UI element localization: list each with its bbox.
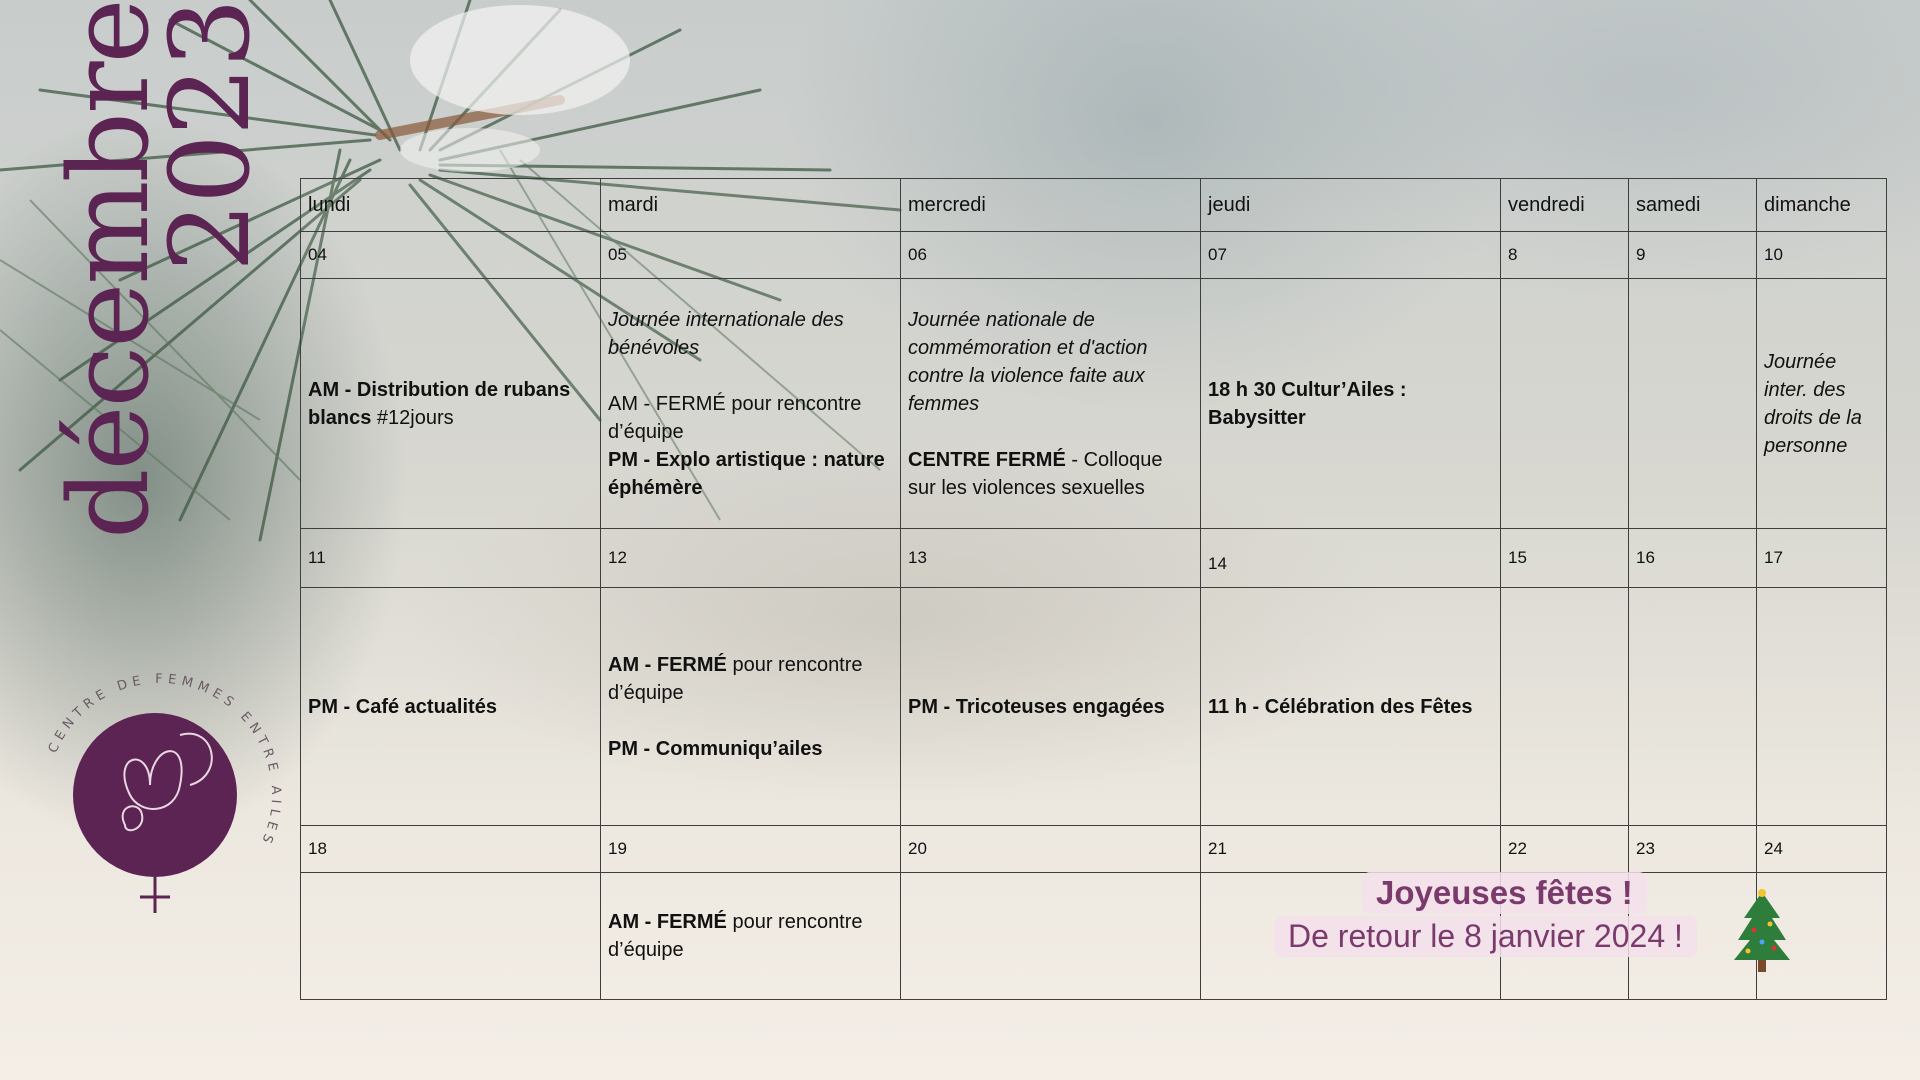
- event-cell-mon: [301, 588, 601, 826]
- event-note: pour rencontre d’équipe: [608, 911, 863, 961]
- date-cell: 8: [1501, 232, 1629, 279]
- date-row: [301, 529, 1887, 588]
- date-cell: 10: [1757, 232, 1887, 279]
- event-title: PM - Explo artistique : nature éphémère: [608, 448, 885, 499]
- event-note: pour rencontre d’équipe: [608, 653, 863, 704]
- day-header-row: [301, 179, 1887, 232]
- title-month: décembre: [44, 0, 173, 539]
- date-cell: 20: [901, 826, 1201, 873]
- event-cell-thu: [1201, 279, 1501, 529]
- event-observance: Journée internationale des bénévoles: [608, 308, 844, 359]
- date-cell: 12: [601, 529, 901, 588]
- date-cell: 15: [1501, 529, 1629, 588]
- event-cell-wed: [901, 588, 1201, 826]
- event-title: 18 h 30 Cultur’Ailes : Babysitter: [1208, 378, 1407, 429]
- date-cell: 07: [1201, 232, 1501, 279]
- event-cell-tue: [601, 873, 901, 1000]
- calendar-title: [35, 0, 285, 600]
- date-cell: 21: [1201, 826, 1501, 873]
- day-header-friday: vendredi: [1501, 179, 1629, 232]
- event-cell-wed: [901, 279, 1201, 529]
- day-header-thursday: jeudi: [1201, 179, 1501, 232]
- event-note: AM - FERMÉ pour rencontre d’équipe: [608, 392, 862, 443]
- date-cell: 14: [1201, 529, 1501, 588]
- date-cell: 24: [1757, 826, 1887, 873]
- event-cell-mon: [301, 873, 601, 1000]
- date-cell: 23: [1629, 826, 1757, 873]
- event-title: PM - Tricoteuses engagées: [908, 695, 1165, 718]
- event-cell-fri: [1501, 279, 1629, 529]
- event-cell-tue: [601, 588, 901, 826]
- event-cell-sun: [1757, 279, 1887, 529]
- event-title: AM - FERMÉ: [608, 653, 727, 676]
- event-observance: Journée nationale de commémoration et d'action contre la violence faite aux femmes: [908, 308, 1148, 415]
- date-cell: 22: [1501, 826, 1629, 873]
- title-year: 2023: [146, 0, 274, 272]
- holiday-greeting: [1270, 868, 1790, 978]
- event-cell-sat: [1629, 588, 1757, 826]
- event-cell-tue: [601, 279, 901, 529]
- date-cell: 16: [1629, 529, 1757, 588]
- event-cell-mon: [301, 279, 601, 529]
- event-observance: Journée inter. des droits de la personne: [1764, 350, 1862, 457]
- event-title: PM - Café actualités: [308, 695, 497, 718]
- date-cell: 06: [901, 232, 1201, 279]
- date-cell: 17: [1757, 529, 1887, 588]
- date-cell: 04: [301, 232, 601, 279]
- date-cell: 18: [301, 826, 601, 873]
- event-title: CENTRE FERMÉ: [908, 448, 1066, 471]
- event-cell-fri: [1501, 588, 1629, 826]
- day-header-monday: lundi: [301, 179, 601, 232]
- event-title: AM - Distribution de rubans blancs: [308, 378, 571, 429]
- day-header-sunday: dimanche: [1757, 179, 1887, 232]
- event-note: - Colloque sur les violences sexuelles: [908, 448, 1163, 499]
- greeting-line-2: De retour le 8 janvier 2024 !: [1274, 916, 1697, 957]
- logo-ring-text: CENTRE DE FEMMES ENTRE AILES: [45, 671, 284, 850]
- day-header-saturday: samedi: [1629, 179, 1757, 232]
- date-cell: 05: [601, 232, 901, 279]
- event-cell-sat: [1629, 279, 1757, 529]
- event-tag: #12jours: [371, 406, 454, 429]
- date-cell: 9: [1629, 232, 1757, 279]
- christmas-tree-icon: [1732, 888, 1792, 974]
- event-row: [301, 279, 1887, 529]
- greeting-line-1: Joyeuses fêtes !: [1362, 872, 1647, 914]
- event-title: 11 h - Célébration des Fêtes: [1208, 695, 1473, 718]
- event-cell-thu: [1201, 588, 1501, 826]
- date-row: [301, 826, 1887, 873]
- date-cell: 11: [301, 529, 601, 588]
- date-cell: 19: [601, 826, 901, 873]
- centre-logo: [30, 665, 290, 925]
- date-row: [301, 232, 1887, 279]
- day-header-tuesday: mardi: [601, 179, 901, 232]
- event-title: PM - Communiqu’ailes: [608, 737, 823, 760]
- date-cell: 13: [901, 529, 1201, 588]
- event-cell-sun: [1757, 588, 1887, 826]
- event-cell-wed: [901, 873, 1201, 1000]
- day-header-wednesday: mercredi: [901, 179, 1201, 232]
- event-title: AM - FERMÉ: [608, 911, 727, 933]
- event-row: [301, 588, 1887, 826]
